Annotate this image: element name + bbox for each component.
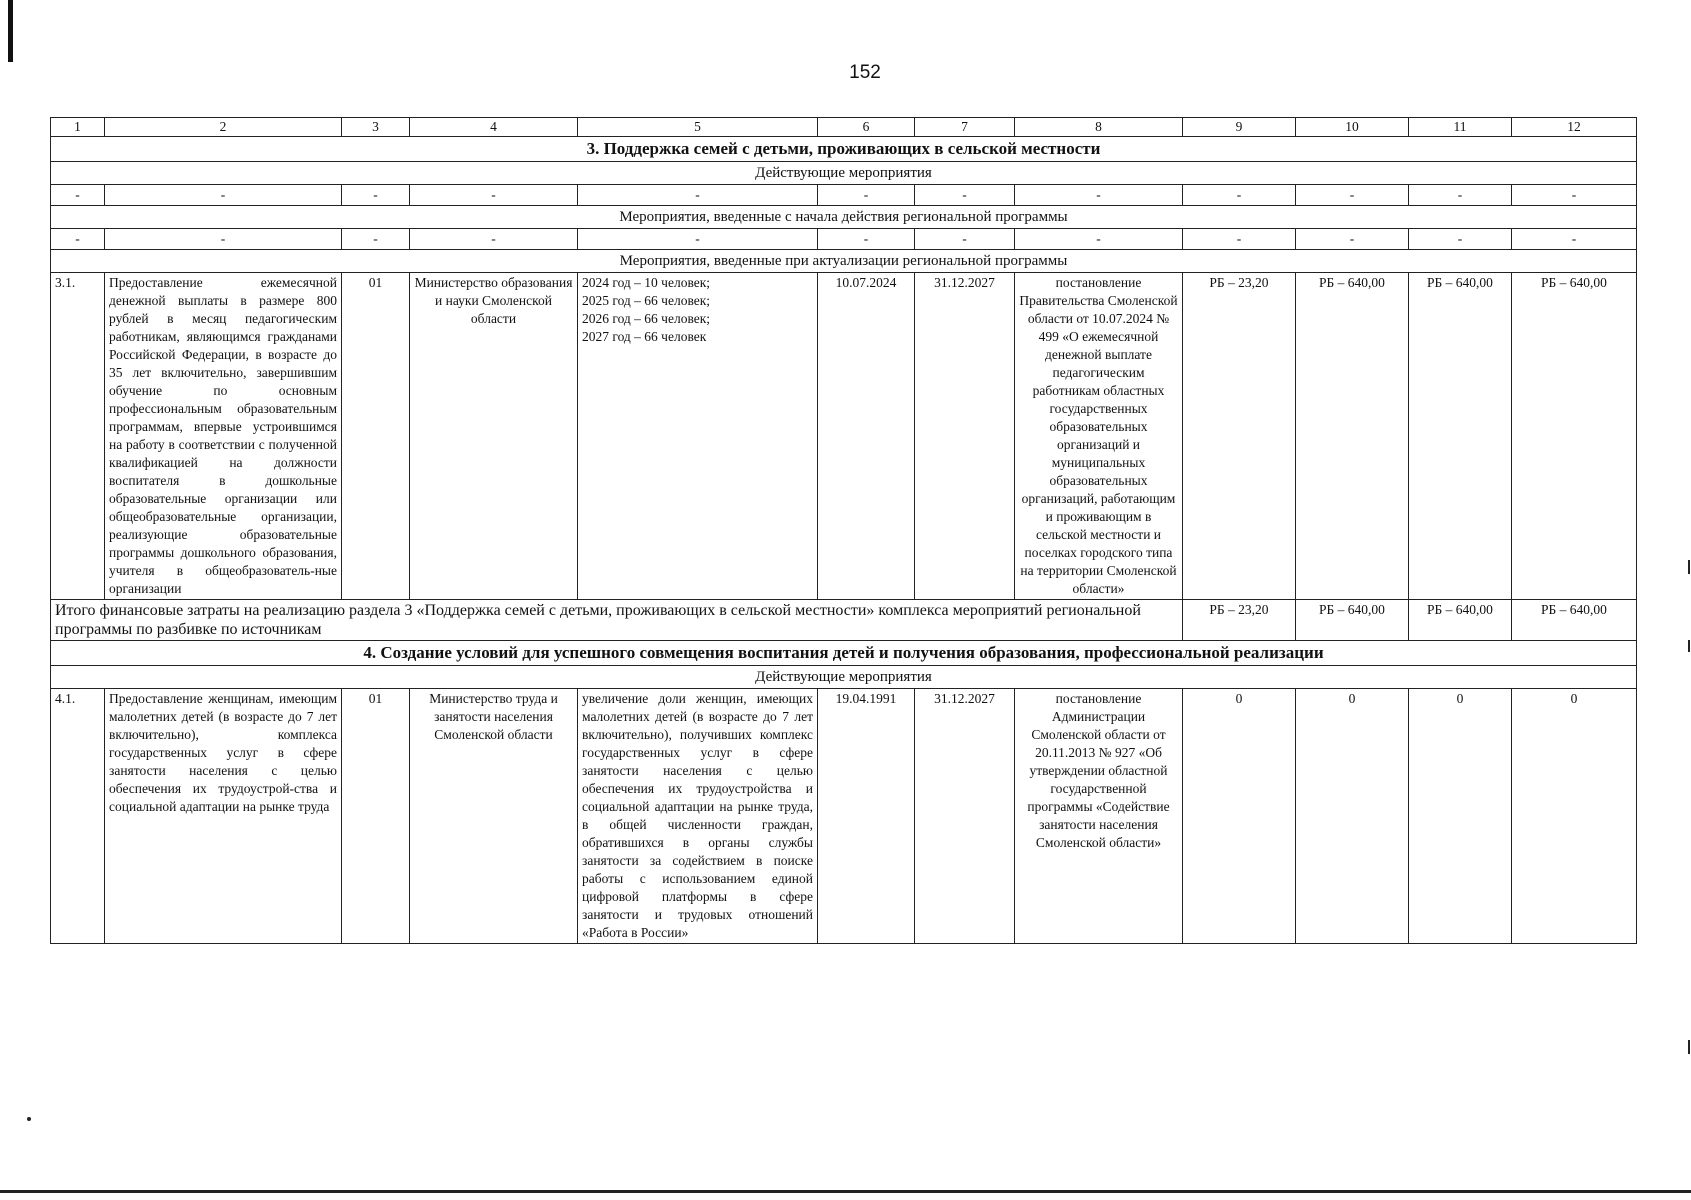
dash-cell: -	[915, 229, 1015, 250]
row-number: 3.1.	[51, 273, 105, 600]
dash-cell: -	[410, 185, 578, 206]
end-date: 31.12.2027	[915, 273, 1015, 600]
scan-edge-mark	[8, 0, 13, 62]
page-number: 152	[849, 62, 881, 83]
subheader-introduced-at-update: Мероприятия, введенные при актуализации региональной программы	[51, 250, 1637, 273]
subheader-row	[51, 666, 1637, 689]
total-col-9: РБ – 23,20	[1183, 600, 1296, 641]
dash-cell: -	[105, 185, 342, 206]
measure-code: 01	[342, 273, 410, 600]
executor: Министерство образования и науки Смоленской области	[410, 273, 578, 600]
financing-col-9: 0	[1183, 689, 1296, 944]
financing-col-10: 0	[1296, 689, 1409, 944]
dash-cell: -	[1183, 185, 1296, 206]
column-number: 6	[818, 118, 915, 137]
dash-cell: -	[1015, 185, 1183, 206]
scan-edge-mark	[1688, 560, 1690, 574]
section-3-title-row	[51, 137, 1637, 162]
scan-edge-mark	[1688, 640, 1690, 652]
subheader-row	[51, 162, 1637, 185]
scan-bottom-edge	[0, 1190, 1691, 1193]
financing-col-10: РБ – 640,00	[1296, 273, 1409, 600]
indicator-line: 2024 год – 10 человек;	[582, 275, 711, 290]
executor: Министерство труда и занятости населения Смоленской области	[410, 689, 578, 944]
dash-cell: -	[578, 185, 818, 206]
section-3-total-row	[51, 600, 1637, 641]
column-number: 5	[578, 118, 818, 137]
empty-dash-row	[51, 185, 1637, 206]
measure-code: 01	[342, 689, 410, 944]
indicator-line: 2026 год – 66 человек;	[582, 311, 711, 326]
dash-cell: -	[1512, 185, 1637, 206]
table-row-3-1	[51, 273, 1637, 600]
indicator-line: 2027 год – 66 человек	[582, 329, 707, 344]
column-number: 2	[105, 118, 342, 137]
scan-edge-mark	[1688, 1040, 1690, 1054]
dash-cell: -	[105, 229, 342, 250]
dash-cell: -	[818, 229, 915, 250]
column-number: 4	[410, 118, 578, 137]
indicator-line: 2025 год – 66 человек;	[582, 293, 711, 308]
dash-cell: -	[1409, 185, 1512, 206]
column-number: 8	[1015, 118, 1183, 137]
column-number: 7	[915, 118, 1015, 137]
subheader-current-measures: Действующие мероприятия	[51, 666, 1637, 689]
total-label: Итого финансовые затраты на реализацию раздела 3 «Поддержка семей с детьми, проживающих в сельской местности» комплекса мероприятий региональной программы по разбивке по источникам	[51, 600, 1183, 641]
dash-cell: -	[1512, 229, 1637, 250]
dash-cell: -	[51, 229, 105, 250]
start-date: 19.04.1991	[818, 689, 915, 944]
legal-document: постановление Администрации Смоленской области от 20.11.2013 № 927 «Об утверждении областной государственной программы «Содействие занятости населения Смоленской области»	[1015, 689, 1183, 944]
column-number: 9	[1183, 118, 1296, 137]
financing-col-12: РБ – 640,00	[1512, 273, 1637, 600]
subheader-current-measures: Действующие мероприятия	[51, 162, 1637, 185]
subheader-row	[51, 206, 1637, 229]
dash-cell: -	[818, 185, 915, 206]
measure-name: Предоставление женщинам, имеющим малолетних детей (в возрасте до 7 лет включительно), комплекса государственных услуг в сфере занятости населения с целью обеспечения их трудоустрой-ства и социальной адаптации на рынке труда	[105, 689, 342, 944]
financing-col-9: РБ – 23,20	[1183, 273, 1296, 600]
empty-dash-row	[51, 229, 1637, 250]
column-number: 3	[342, 118, 410, 137]
dash-cell: -	[1296, 229, 1409, 250]
legal-document: постановление Правительства Смоленской области от 10.07.2024 № 499 «О ежемесячной денежной выплате педагогическим работникам областных государственных образовательных организаций и муниципальных образовательных организаций, работающим и проживающим в сельской местности и поселках городского типа на территории Смоленской области»	[1015, 273, 1183, 600]
scan-dot	[27, 1117, 31, 1121]
dash-cell: -	[342, 229, 410, 250]
subheader-row	[51, 250, 1637, 273]
financing-col-11: РБ – 640,00	[1409, 273, 1512, 600]
program-measures-table	[50, 117, 1637, 944]
end-date: 31.12.2027	[915, 689, 1015, 944]
financing-col-11: 0	[1409, 689, 1512, 944]
section-4-title: 4. Создание условий для успешного совмещения воспитания детей и получения образования, профессиональной реализации	[51, 641, 1637, 666]
dash-cell: -	[578, 229, 818, 250]
section-4-title-row	[51, 641, 1637, 666]
indicator: увеличение доли женщин, имеющих малолетних детей (в возрасте до 7 лет включительно), получивших комплекс государственных услуг в сфере занятости населения с целью обеспечения их трудоустройства и социальной адаптации на рынке труда, в общей численности граждан, обратившихся в органы службы занятости за содействием в поиске работы с использованием единой цифровой платформы в сфере занятости и трудовых отношений «Работа в России»	[578, 689, 818, 944]
column-number-row	[51, 118, 1637, 137]
dash-cell: -	[1015, 229, 1183, 250]
total-col-11: РБ – 640,00	[1409, 600, 1512, 641]
section-3-title: 3. Поддержка семей с детьми, проживающих в сельской местности	[51, 137, 1637, 162]
dash-cell: -	[915, 185, 1015, 206]
total-col-12: РБ – 640,00	[1512, 600, 1637, 641]
indicator	[578, 273, 818, 600]
subheader-introduced-at-start: Мероприятия, введенные с начала действия региональной программы	[51, 206, 1637, 229]
dash-cell: -	[1296, 185, 1409, 206]
total-col-10: РБ – 640,00	[1296, 600, 1409, 641]
start-date: 10.07.2024	[818, 273, 915, 600]
dash-cell: -	[1409, 229, 1512, 250]
measure-name: Предоставление ежемесячной денежной выплаты в размере 800 рублей в месяц педагогическим работникам, являющимся гражданами Российской Федерации, в возрасте до 35 лет включительно, завершившим обучение по основным профессиональным образовательным программам, впервые устроившимся на работу в соответствии с полученной квалификацией на должности воспитателя в дошкольные образовательные организации или общеобразовательные организации, реализующие образовательные программы дошкольного образования, учителя в общеобразователь-ные организации	[105, 273, 342, 600]
row-number: 4.1.	[51, 689, 105, 944]
dash-cell: -	[1183, 229, 1296, 250]
financing-col-12: 0	[1512, 689, 1637, 944]
column-number: 10	[1296, 118, 1409, 137]
column-number: 12	[1512, 118, 1637, 137]
dash-cell: -	[51, 185, 105, 206]
column-number: 11	[1409, 118, 1512, 137]
dash-cell: -	[410, 229, 578, 250]
column-number: 1	[51, 118, 105, 137]
dash-cell: -	[342, 185, 410, 206]
table-row-4-1	[51, 689, 1637, 944]
